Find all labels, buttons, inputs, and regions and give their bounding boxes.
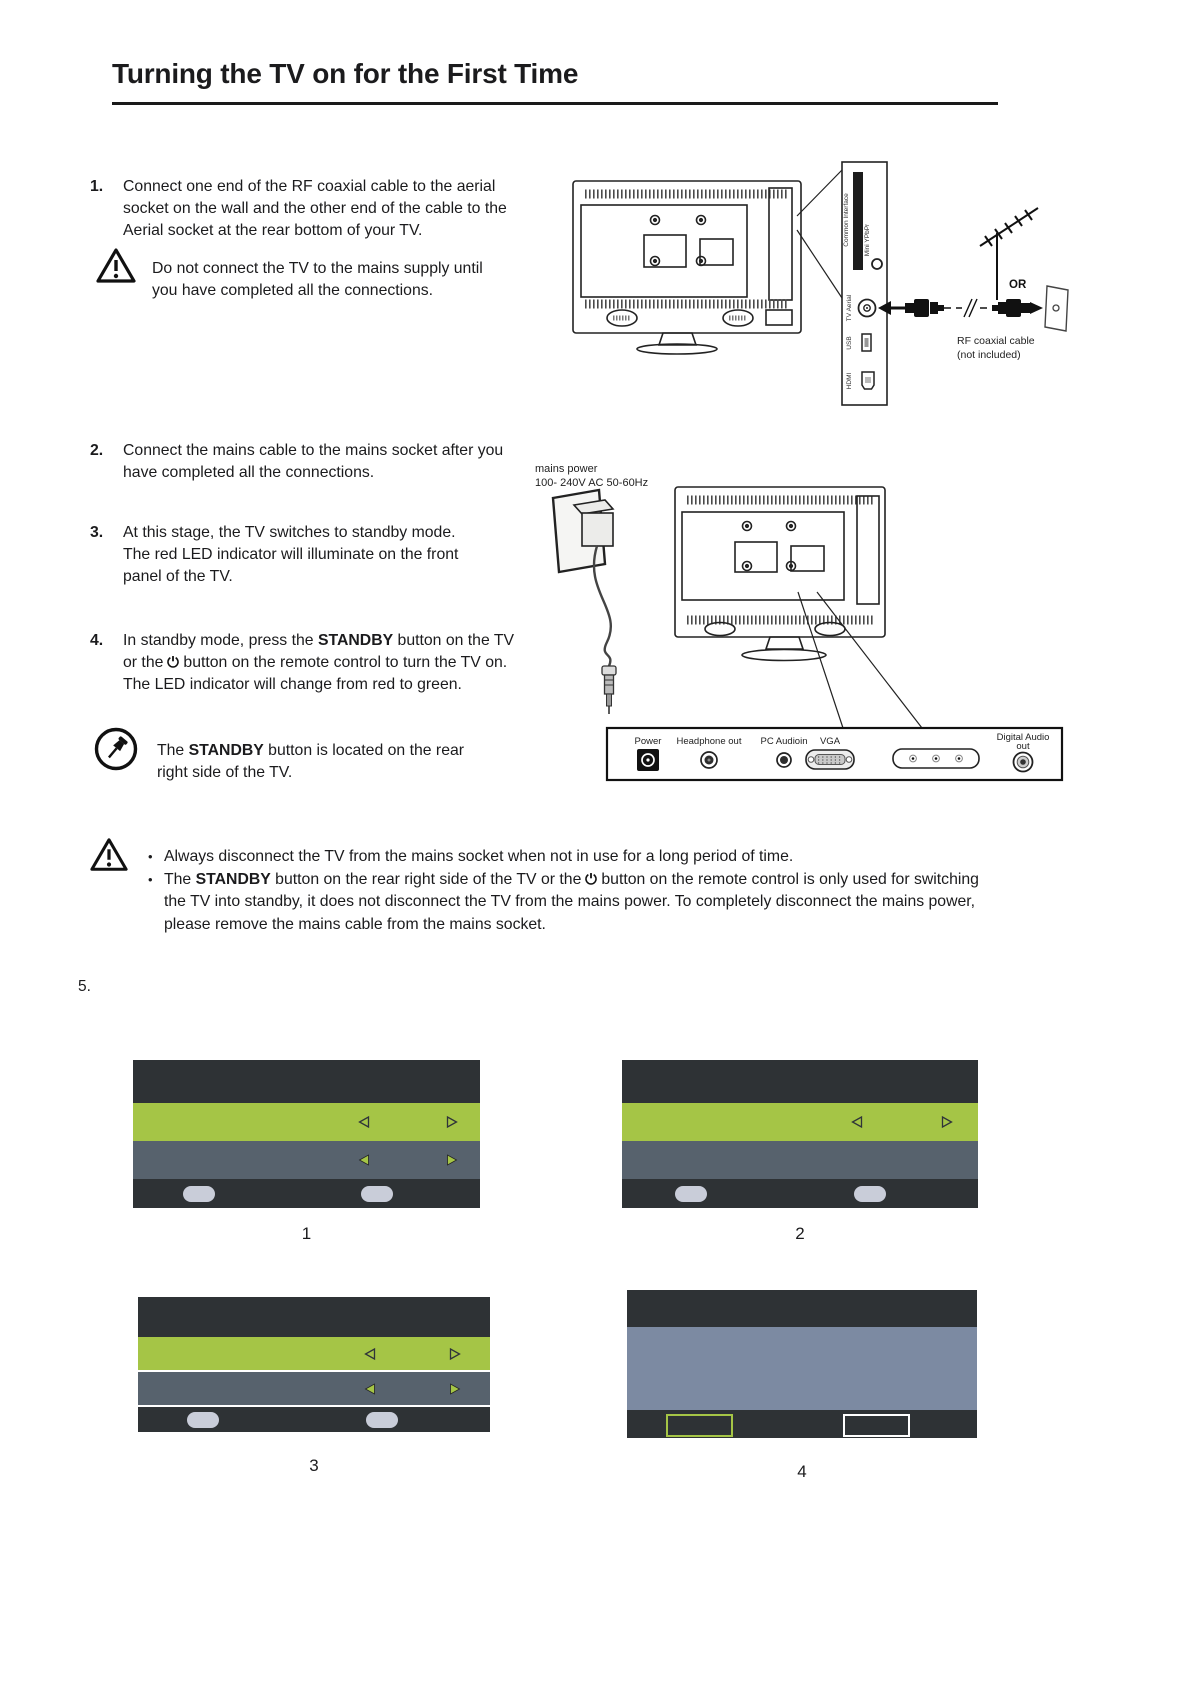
title-rule — [112, 102, 998, 105]
step-1-text: Connect one end of the RF coaxial cable to the aerial socket on the wall and the other end of the cable to the Aerial socket at the rear bottom of your TV. — [123, 178, 507, 239]
label-headphone: Headphone out — [676, 736, 742, 747]
label-usb: USB — [846, 336, 853, 350]
osd-button-pill — [675, 1186, 707, 1202]
power-icon — [584, 872, 598, 886]
ci-slot — [853, 172, 863, 270]
arrow-left-filled-icon — [357, 1153, 371, 1167]
osd4-selected-button — [666, 1414, 733, 1437]
rf-cable — [878, 297, 1043, 319]
label-digital-audio-1: Digital Audio — [996, 732, 1050, 743]
osd1-bottom-band — [133, 1179, 480, 1208]
osd2-bottom-band — [622, 1179, 978, 1208]
osd3-bottom-band — [138, 1407, 490, 1432]
step-2-text: Connect the mains cable to the mains socket after you have completed all the connections. — [123, 442, 504, 481]
osd-screen-1 — [133, 1060, 480, 1208]
label-mains-2: 100- 240V AC 50-60Hz — [535, 477, 649, 489]
arrow-left-outline-icon — [357, 1115, 371, 1129]
screen-3-caption: 3 — [309, 1456, 319, 1475]
osd-button-pill — [366, 1412, 398, 1428]
label-hdmi: HDMI — [846, 372, 853, 390]
label-or: OR — [1009, 279, 1027, 291]
label-vga: VGA — [819, 736, 841, 747]
warning-item-1: • Always disconnect the TV from the mains socket when not in use for a long period of time. — [148, 846, 983, 869]
pc-audio-jack — [777, 753, 791, 767]
step-4-text: In standby mode, press the STANDBY button on the TV or the button on the remote control to turn the TV on. The LED indicator will change from red to green. — [123, 632, 515, 693]
screen-4-caption: 4 — [797, 1462, 807, 1481]
osd-screen-2 — [622, 1060, 978, 1208]
tv-rear-aerial-diagram — [560, 158, 1070, 408]
step-5-number: 5. — [78, 978, 91, 995]
osd-button-pill — [183, 1186, 215, 1202]
osd4-panel — [627, 1327, 977, 1410]
wall-socket — [1045, 286, 1068, 331]
label-rf-cable-2: (not included) — [957, 349, 1021, 361]
osd4-top-band — [627, 1290, 977, 1327]
tv-aerial-jack — [859, 300, 876, 317]
osd2-selected-row — [622, 1103, 978, 1141]
arrow-right-outline-icon — [448, 1347, 462, 1361]
screen-1-caption: 1 — [301, 1224, 312, 1243]
step-2 — [90, 440, 519, 484]
osd3-selected-row — [138, 1337, 490, 1370]
pushpin-icon — [93, 726, 139, 772]
arrow-right-outline-icon — [445, 1115, 459, 1129]
vga-port — [806, 750, 854, 769]
step-4 — [90, 630, 519, 696]
warning-1-text: Do not connect the TV to the mains supply until you have completed all the connections. — [152, 260, 483, 299]
osd4-bottom-band — [627, 1410, 977, 1438]
arrow-left-outline-icon — [363, 1347, 377, 1361]
arrow-left-filled-icon — [363, 1382, 377, 1396]
tv-rear-2 — [675, 487, 922, 728]
tv-rear-mains-diagram — [525, 452, 1070, 787]
osd-button-pill — [854, 1186, 886, 1202]
osd1-selected-row — [133, 1103, 480, 1141]
power-icon — [166, 655, 180, 669]
hdmi-port — [862, 372, 874, 389]
arrow-right-filled-icon — [448, 1382, 462, 1396]
label-mini-ypbpr: Mini YPbPr — [864, 223, 871, 257]
label-common-interface: Common Interface — [843, 193, 850, 247]
page-title: Turning the TV on for the First Time — [112, 58, 579, 89]
osd-screen-3 — [138, 1297, 490, 1432]
mains-plug — [553, 490, 616, 714]
arrow-right-outline-icon — [940, 1115, 954, 1129]
screen-2-caption: 2 — [795, 1224, 805, 1243]
step-5 — [78, 976, 91, 998]
arrow-left-outline-icon — [850, 1115, 864, 1129]
step-1-number: 1. — [90, 178, 104, 195]
digital-audio-jack — [1014, 753, 1033, 772]
warning-item-2: • The STANDBY button on the rear right side of the TV or the button on the remote control is only used for switching the TV into standby, it does not disconnect the TV from the mains power. To completely disconnect the mains power, please remove the mains cable from the mains socket. — [148, 869, 983, 937]
osd4-button — [843, 1414, 910, 1437]
label-rf-cable-1: RF coaxial cable — [957, 335, 1035, 347]
step-1 — [90, 176, 519, 242]
warning-list — [148, 846, 983, 936]
osd-screen-4 — [627, 1290, 977, 1438]
step-2-number: 2. — [90, 442, 104, 459]
headphone-jack — [701, 752, 717, 768]
osd3-row — [138, 1372, 490, 1405]
step-4-number: 4. — [90, 632, 104, 649]
usb-port — [862, 334, 871, 351]
step-3 — [90, 522, 475, 588]
label-mains-1: mains power — [535, 463, 598, 475]
warning-triangle-icon — [94, 246, 138, 286]
step-3-number: 3. — [90, 524, 104, 541]
label-power: Power — [634, 736, 662, 747]
osd-button-pill — [187, 1412, 219, 1428]
step-3-text: At this stage, the TV switches to standby mode. The red LED indicator will illuminate on the front panel of the TV. — [123, 524, 459, 585]
standby-note-text: The STANDBY button is located on the rear right side of the TV. — [157, 742, 465, 781]
warning-triangle-icon — [88, 836, 130, 874]
osd3-top-band — [138, 1297, 490, 1337]
osd1-top-band — [133, 1060, 480, 1103]
osd-button-pill — [361, 1186, 393, 1202]
label-tv-aerial: TV Aerial — [846, 294, 853, 322]
label-digital-audio-2: out — [1016, 741, 1030, 752]
osd2-row — [622, 1141, 978, 1179]
osd2-top-band — [622, 1060, 978, 1103]
label-pc-audio: PC Audioin — [760, 736, 808, 747]
osd1-row — [133, 1141, 480, 1179]
arrow-right-filled-icon — [445, 1153, 459, 1167]
mini-av-port — [893, 749, 979, 768]
power-jack — [637, 749, 659, 771]
